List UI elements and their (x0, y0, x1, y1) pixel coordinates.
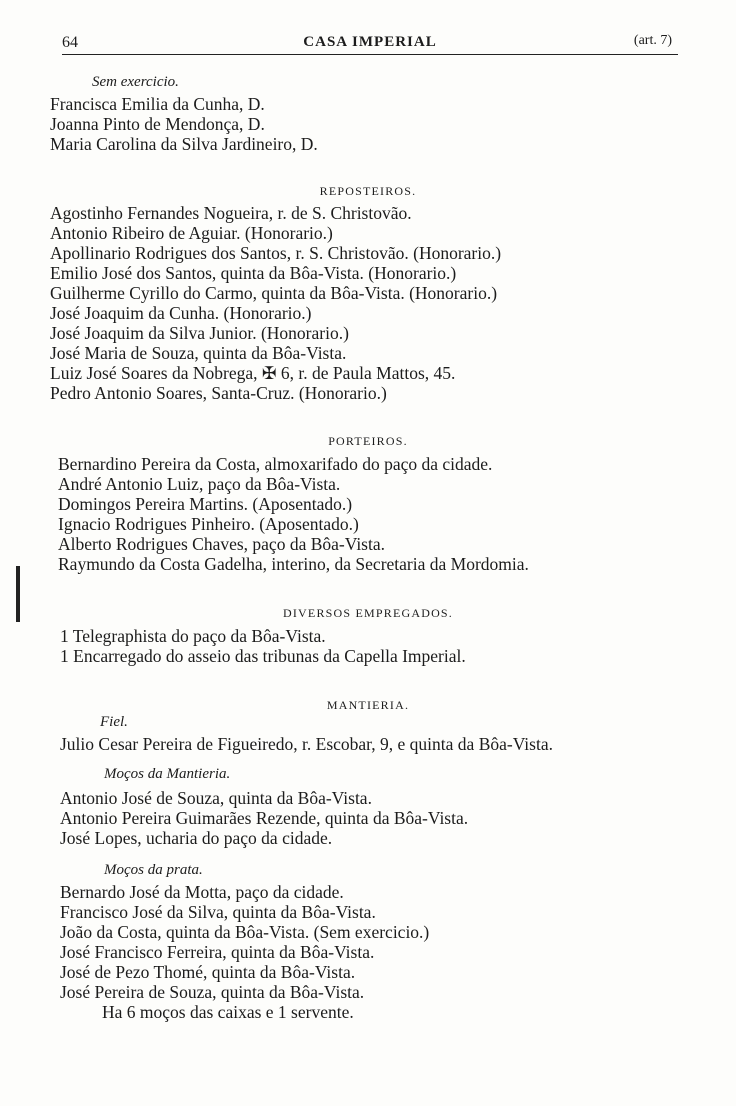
entry-line: 1 Telegraphista do paço da Bôa-Vista. (60, 626, 326, 646)
subheading-mocos-mantieria: Moços da Mantieria. (104, 766, 231, 782)
entry-line: Julio Cesar Pereira de Figueiredo, r. Escobar, 9, e quinta da Bôa-Vista. (60, 734, 553, 754)
entry-line: Agostinho Fernandes Nogueira, r. de S. Christovão. (50, 203, 412, 223)
entry-line: Antonio José de Souza, quinta da Bôa-Vista. (60, 788, 372, 808)
entry-line: Ignacio Rodrigues Pinheiro. (Aposentado.) (58, 514, 359, 534)
entry-line: José Joaquim da Cunha. (Honorario.) (50, 303, 312, 323)
entry-line: João da Costa, quinta da Bôa-Vista. (Sem exercicio.) (60, 922, 430, 942)
section-heading-diversos: DIVERSOS EMPREGADOS. (282, 606, 454, 620)
entry-line: Francisca Emilia da Cunha, D. (50, 94, 265, 114)
page-number: 64 (62, 34, 78, 51)
entry-line: 1 Encarregado do asseio das tribunas da Capella Imperial. (60, 646, 466, 666)
entry-line: Domingos Pereira Martins. (Aposentado.) (58, 494, 353, 514)
entry-line: José de Pezo Thomé, quinta da Bôa-Vista. (60, 962, 356, 982)
entry-line: José Lopes, ucharia do paço da cidade. (60, 828, 333, 848)
page-header (62, 32, 678, 55)
entry-line: Francisco José da Silva, quinta da Bôa-Vista. (60, 902, 376, 922)
closing-note: Ha 6 moços das caixas e 1 servente. (102, 1002, 354, 1022)
entry-line: Guilherme Cyrillo do Carmo, quinta da Bôa-Vista. (Honorario.) (50, 283, 498, 303)
entry-line: Antonio Pereira Guimarães Rezende, quinta da Bôa-Vista. (60, 808, 469, 828)
entry-line: José Maria de Souza, quinta da Bôa-Vista. (50, 343, 347, 363)
running-title: CASA IMPERIAL (303, 34, 437, 50)
entry-line: Antonio Ribeiro de Aguiar. (Honorario.) (50, 223, 333, 243)
entry-line: Maria Carolina da Silva Jardineiro, D. (50, 134, 318, 154)
entry-line: André Antonio Luiz, paço da Bôa-Vista. (58, 474, 341, 494)
section-heading-porteiros: PORTEIROS. (328, 434, 408, 448)
article-reference: (art. 7) (633, 33, 672, 48)
entry-line: Pedro Antonio Soares, Santa-Cruz. (Honorario.) (50, 383, 387, 403)
entry-line: Bernardino Pereira da Costa, almoxarifado do paço da cidade. (58, 454, 493, 474)
entry-line: Joanna Pinto de Mendonça, D. (50, 114, 265, 134)
section-heading-reposteiros: REPOSTEIROS. (319, 184, 417, 198)
entry-line: Alberto Rodrigues Chaves, paço da Bôa-Vista. (58, 534, 385, 554)
entry-line: Apollinario Rodrigues dos Santos, r. S. Christovão. (Honorario.) (50, 243, 502, 263)
entry-line: Emilio José dos Santos, quinta da Bôa-Vista. (Honorario.) (50, 263, 457, 283)
scan-edge-mark (16, 566, 20, 622)
entry-line: José Francisco Ferreira, quinta da Bôa-Vista. (60, 942, 375, 962)
entry-line: José Pereira de Souza, quinta da Bôa-Vista. (60, 982, 365, 1002)
subheading-mocos-prata: Moços da prata. (104, 862, 203, 878)
subheading-fiel: Fiel. (100, 714, 128, 730)
entry-line: Bernardo José da Motta, paço da cidade. (60, 882, 344, 902)
entry-line: José Joaquim da Silva Junior. (Honorario.) (50, 323, 349, 343)
section-heading-mantieria: MANTIERIA. (326, 698, 410, 712)
entry-line: Luiz José Soares da Nobrega, ✠ 6, r. de Paula Mattos, 45. (50, 363, 456, 383)
subheading-sem-exercicio: Sem exercicio. (92, 74, 179, 90)
entry-line: Raymundo da Costa Gadelha, interino, da Secretaria da Mordomia. (58, 554, 529, 574)
